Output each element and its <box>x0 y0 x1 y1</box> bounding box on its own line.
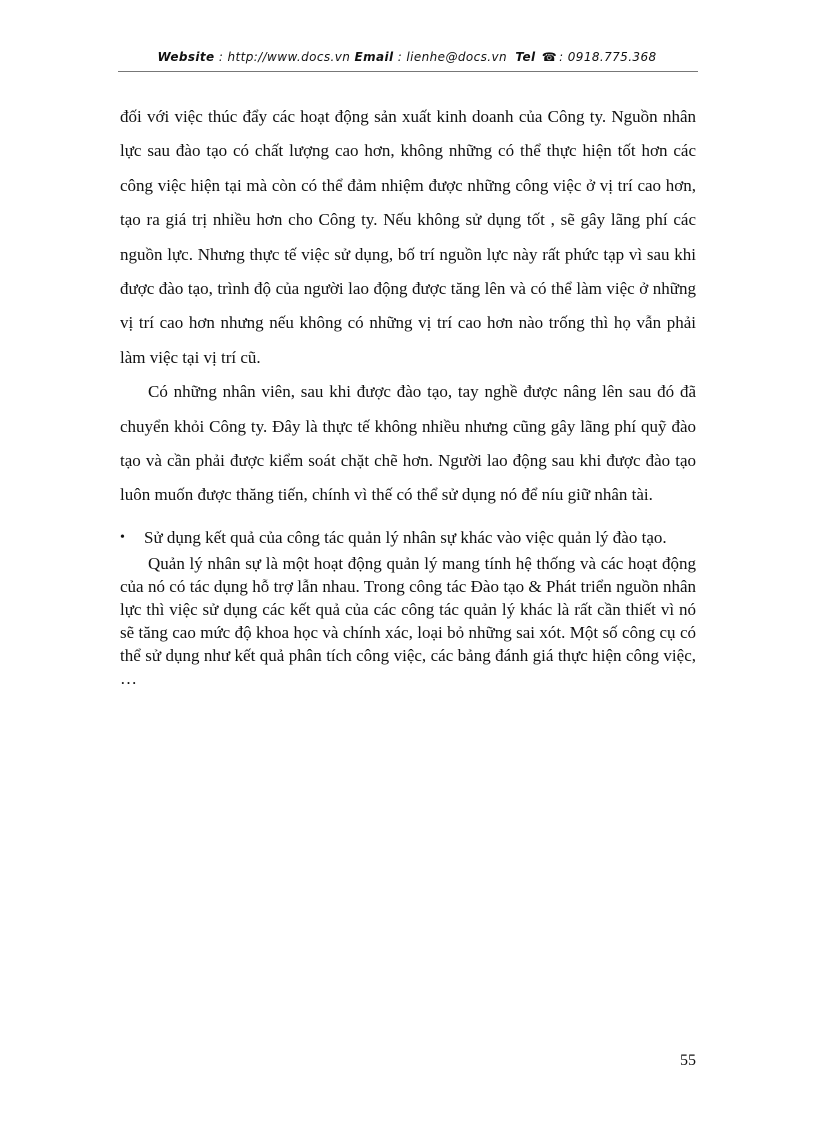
website-url: http://www.docs.vn <box>227 50 351 64</box>
tel-label: Tel <box>515 50 536 64</box>
page-content <box>120 100 696 690</box>
bullet-text: Sử dụng kết quả của công tác quản lý nhân sự khác vào việc quản lý đào tạo. <box>144 527 667 547</box>
paragraph-3: Quản lý nhân sự là một hoạt động quản lý mang tính hệ thống và các hoạt động của nó có tác dụng hỗ trợ lẫn nhau. Trong công tác Đào tạo & Phát triển nguồn nhân lực thì việc sử dụng các kết quả của các công tác quản lý khác là rất cần thiết vì nó sẽ tăng cao mức độ khoa học và chính xác, loại bỏ những sai xót. Một số công cụ có thể sử dụng như kết quả phân tích công việc, các bảng đánh giá thực hiện công việc, … <box>120 553 696 688</box>
paragraph-1: đối với việc thúc đẩy các hoạt động sản xuất kinh doanh của Công ty. Nguồn nhân lực sau đào tạo có chất lượng cao hơn, không những có thể thực hiện tốt hơn các công việc hiện tại mà còn có thể đảm nhiệm được những công việc ở vị trí cao hơn, tạo ra giá trị nhiều hơn cho Công ty. Nếu không sử dụng tốt , sẽ gây lãng phí các nguồn lực. Nhưng thực tế việc sử dụng, bố trí nguồn lực này rất phức tạp vì sau khi được đào tạo, trình độ của người lao động được tăng lên và có thể làm việc ở những vị trí cao hơn nhưng nếu không có những vị trí cao hơn nào trống thì họ vẫn phải làm việc tại vị trí cũ. <box>120 107 696 367</box>
website-separator: : <box>214 50 228 64</box>
website-label: Website <box>157 50 215 64</box>
tel-value: : 0918.775.368 <box>559 50 657 64</box>
email-label: Email <box>354 50 394 64</box>
phone-icon: ☎ <box>541 50 558 64</box>
page-number: 55 <box>680 1052 696 1069</box>
email-separator: : <box>393 50 407 64</box>
page-header <box>118 50 696 72</box>
header-divider <box>118 71 698 72</box>
bullet-item <box>120 527 696 549</box>
bullet-dot-icon: • <box>120 529 125 545</box>
paragraph-2: Có những nhân viên, sau khi được đào tạo, tay nghề được nâng lên sau đó đã chuyển khỏi Công ty. Đây là thực tế không nhiều nhưng cũng gây lãng phí quỹ đào tạo và cần phải được kiểm soát chặt chẽ hơn. Người lao động sau khi được đào tạo luôn muốn được thăng tiến, chính vì thế có thể sử dụng nó để níu giữ nhân tài. <box>120 382 696 505</box>
email-value: lienhe@docs.vn <box>406 50 507 64</box>
